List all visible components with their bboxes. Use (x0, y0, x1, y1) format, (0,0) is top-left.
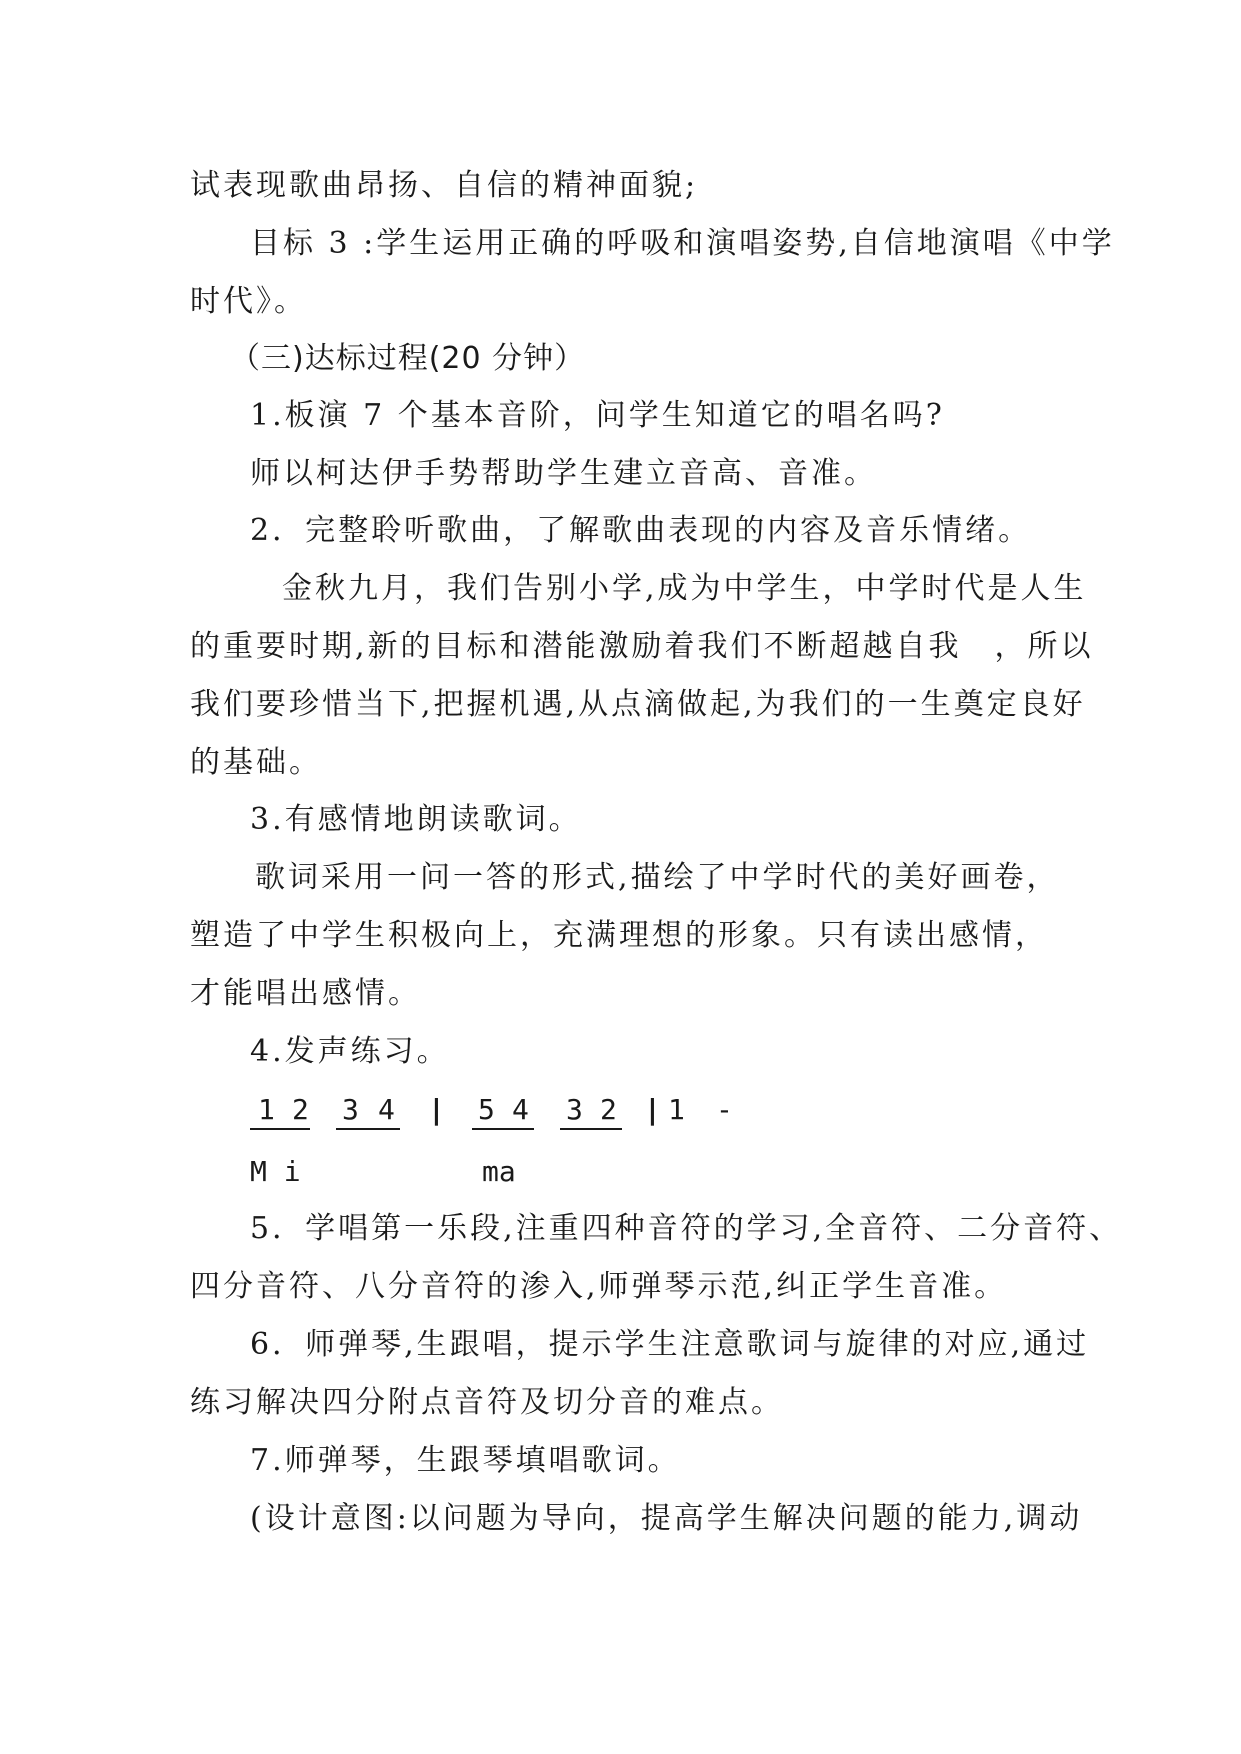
beam-underline (336, 1128, 400, 1130)
note: 2 (600, 1093, 617, 1126)
note: 1 (258, 1093, 275, 1126)
syllable: ma (482, 1155, 516, 1188)
text-line: 我们要珍惜当下,把握机遇,从点滴做起,为我们的一生奠定良好 (190, 687, 1086, 722)
text-line: 3.有感情地朗读歌词。 (250, 802, 582, 837)
jianpu-notation (250, 1088, 810, 1132)
section-heading: （三)达标过程(20 分钟） (230, 341, 586, 376)
text-line: 2．完整聆听歌曲，了解歌曲表现的内容及音乐情绪。 (250, 513, 1032, 548)
syllable-line (250, 1150, 650, 1194)
text-line: 塑造了中学生积极向上，充满理想的形象。只有读出感情， (190, 918, 1048, 953)
beam-underline (560, 1128, 622, 1130)
note: 4 (512, 1093, 529, 1126)
text-line: 目标 3 :学生运用正确的呼吸和演唱姿势,自信地演唱《中学 (250, 226, 1115, 261)
text-line: 7.师弹琴，生跟琴填唱歌词。 (250, 1443, 681, 1478)
text-line: 5．学唱第一乐段,注重四种音符的学习,全音符、二分音符、 (250, 1211, 1123, 1246)
text-line: 的基础。 (190, 745, 322, 780)
note: 4 (378, 1093, 395, 1126)
text-line: 四分音符、八分音符的渗入,师弹琴示范,纠正学生音准。 (190, 1269, 1008, 1304)
text-line: 练习解决四分附点音符及切分音的难点。 (190, 1385, 784, 1420)
text-line: 6．师弹琴,生跟唱，提示学生注意歌词与旋律的对应,通过 (250, 1327, 1090, 1362)
note: 1 (668, 1093, 685, 1126)
text-line: 4.发声练习。 (250, 1034, 450, 1069)
barline: | (644, 1093, 661, 1126)
barline: | (428, 1093, 445, 1126)
text-line: 师以柯达伊手势帮助学生建立音高、音准。 (250, 456, 877, 491)
text-line: 的重要时期,新的目标和潜能激励着我们不断超越自我 ，所以 (190, 629, 1094, 664)
text-line: 试表现歌曲昂扬、自信的精神面貌; (190, 168, 699, 203)
text-line: (设计意图:以问题为导向，提高学生解决问题的能力,调动 (250, 1501, 1083, 1536)
note: 3 (342, 1093, 359, 1126)
text-line: 金秋九月，我们告别小学,成为中学生，中学时代是人生 (282, 571, 1087, 606)
text-line: 歌词采用一问一答的形式,描绘了中学时代的美好画卷， (255, 860, 1060, 895)
note: 2 (292, 1093, 309, 1126)
note: 5 (478, 1093, 495, 1126)
text-line: 1.板演 7 个基本音阶，问学生知道它的唱名吗? (250, 398, 945, 433)
text-line: 才能唱出感情。 (190, 976, 421, 1011)
note: 3 (566, 1093, 583, 1126)
beam-underline (250, 1128, 310, 1130)
note: - (716, 1093, 733, 1126)
syllable: M i (250, 1155, 301, 1188)
beam-underline (472, 1128, 534, 1130)
text-line: 时代》。 (190, 284, 307, 319)
